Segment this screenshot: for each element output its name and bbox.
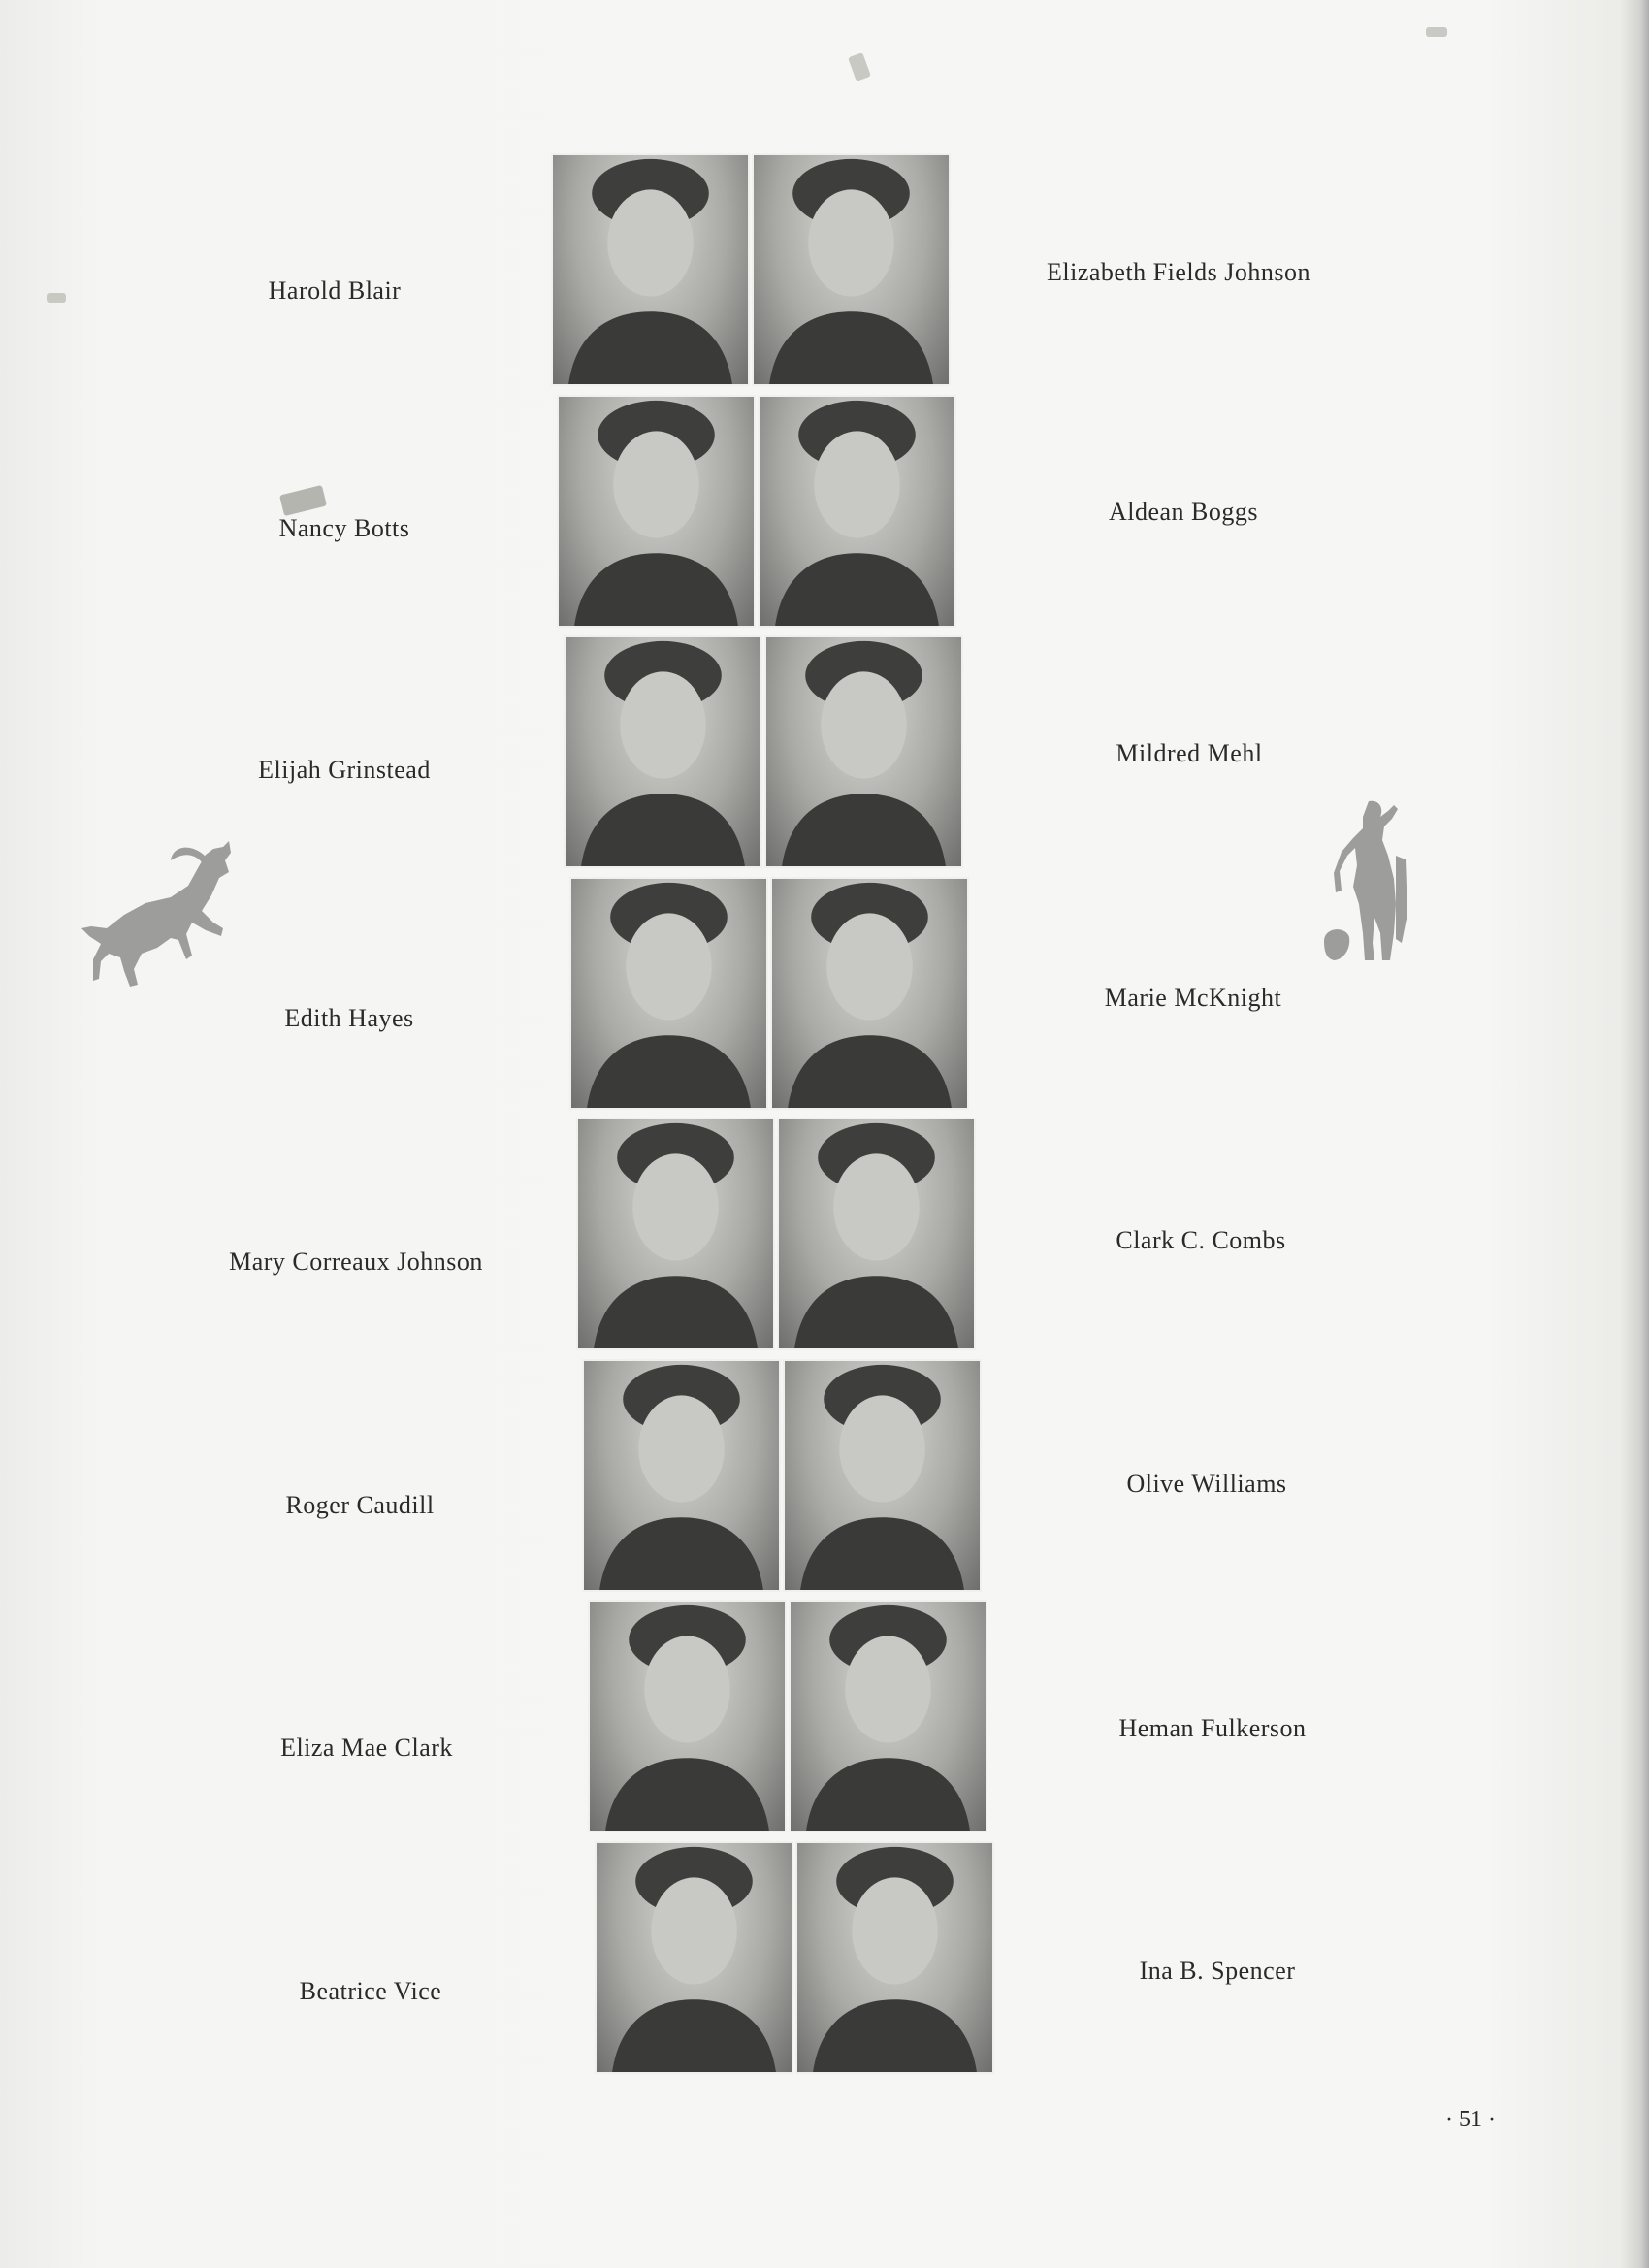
student-name-right: Heman Fulkerson: [1118, 1714, 1307, 1742]
scan-speck: [848, 52, 871, 81]
portrait-photo-left: [551, 153, 750, 386]
page-number: · 51 ·: [1445, 2107, 1496, 2132]
student-name-left: Elijah Grinstead: [258, 756, 431, 784]
portrait-photo-right: [764, 635, 963, 868]
student-name-right: Marie McKnight: [1104, 984, 1282, 1012]
student-name-left: Nancy Botts: [278, 514, 410, 542]
portrait-photo-right: [789, 1600, 987, 1832]
portrait-photo-left: [564, 635, 762, 868]
student-name-left: Harold Blair: [268, 276, 402, 305]
student-name-right: Mildred Mehl: [1116, 739, 1263, 767]
student-name-left: Eliza Mae Clark: [280, 1733, 453, 1762]
student-name-left: Roger Caudill: [285, 1491, 435, 1519]
scan-speck: [1426, 27, 1447, 37]
portrait-photo-right: [783, 1359, 982, 1592]
student-name-right: Clark C. Combs: [1116, 1226, 1286, 1254]
portrait-photo-right: [777, 1118, 976, 1350]
portrait-photo-left: [557, 395, 756, 628]
page-edge-shadow: [1620, 0, 1649, 2268]
student-name-right: Elizabeth Fields Johnson: [1047, 258, 1310, 286]
water-bearer-icon: [1324, 797, 1411, 967]
portrait-photo-left: [595, 1841, 793, 2074]
portrait-photo-left: [588, 1600, 787, 1832]
portrait-photo-right: [758, 395, 956, 628]
portrait-photo-right: [795, 1841, 994, 2074]
portrait-photo-right: [752, 153, 951, 386]
leaping-goat-icon: [78, 839, 238, 999]
portrait-photo-right: [770, 877, 969, 1110]
student-name-right: Olive Williams: [1126, 1470, 1287, 1498]
portrait-photo-left: [582, 1359, 781, 1592]
scan-speck: [47, 293, 66, 303]
student-name-left: Mary Correaux Johnson: [229, 1247, 483, 1276]
student-name-left: Edith Hayes: [284, 1004, 414, 1032]
scan-speck: [279, 485, 327, 516]
student-name-right: Aldean Boggs: [1108, 498, 1259, 526]
student-name-right: Ina B. Spencer: [1139, 1957, 1296, 1985]
portrait-photo-left: [576, 1118, 775, 1350]
student-name-left: Beatrice Vice: [299, 1977, 442, 2005]
portrait-photo-left: [569, 877, 768, 1110]
